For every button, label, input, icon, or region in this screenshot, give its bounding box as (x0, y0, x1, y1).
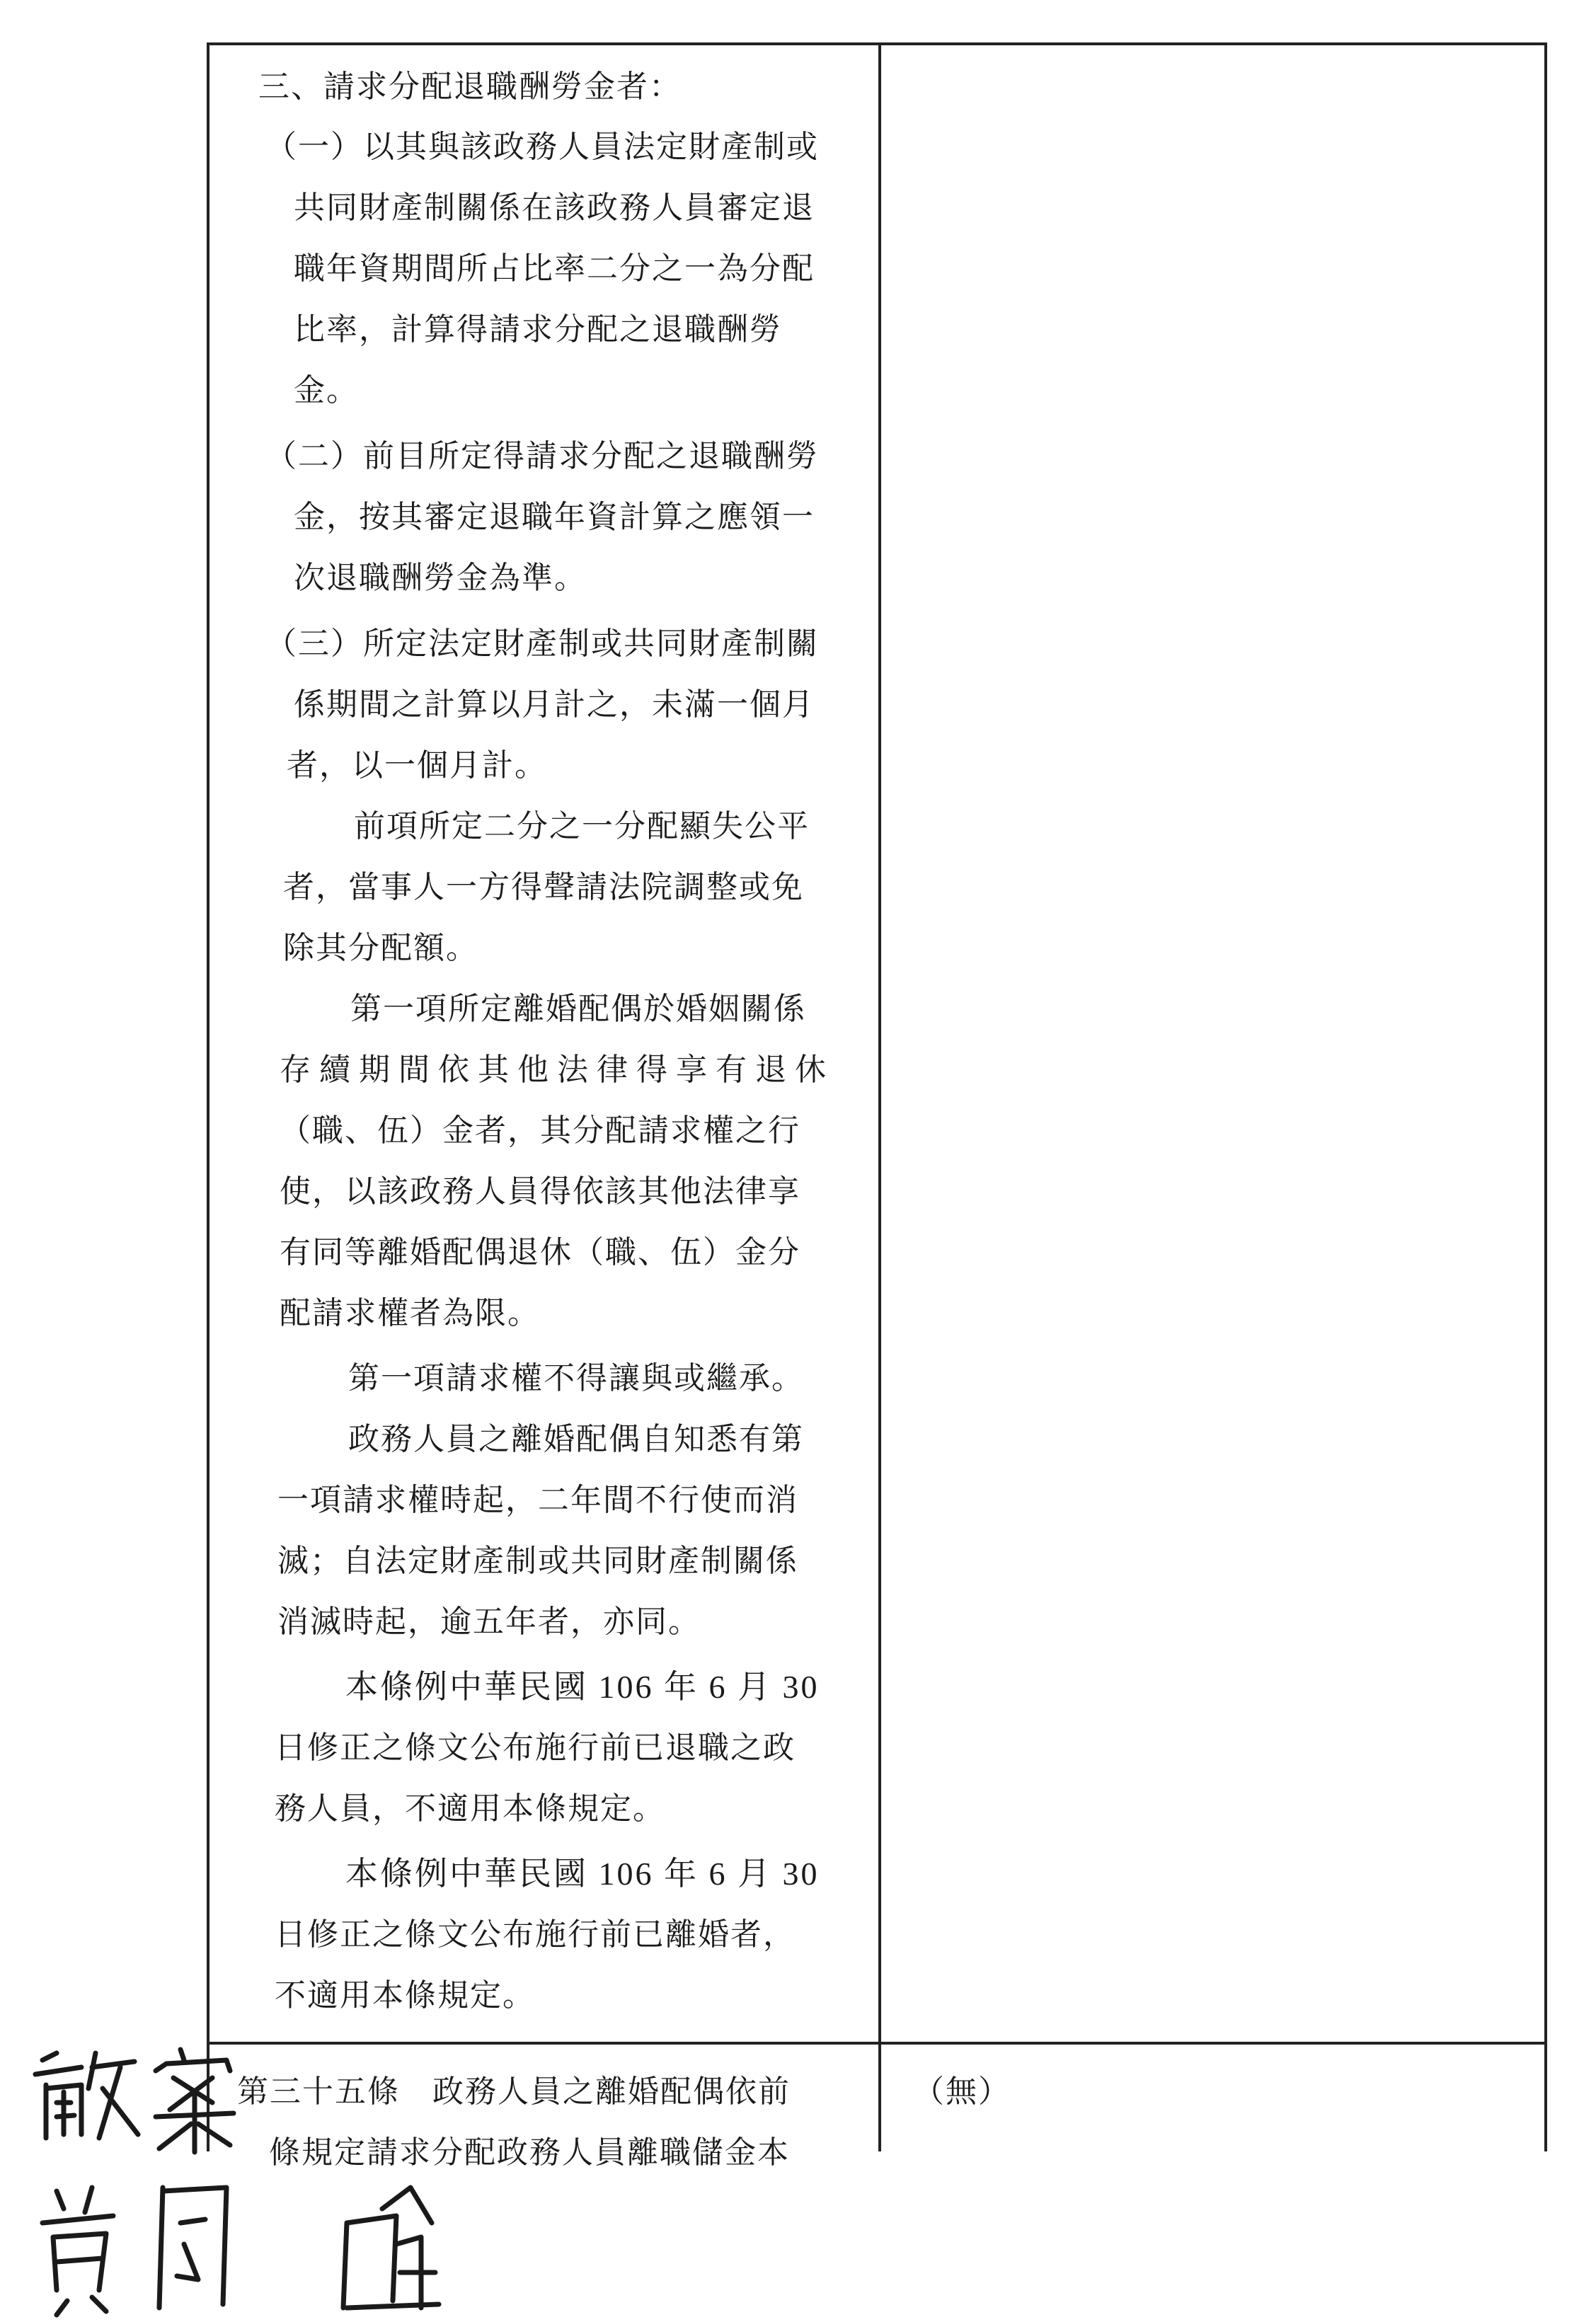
para2-line: 配請求權者為限。 (280, 1295, 540, 1331)
item3-line: 係期間之計算以月計之，未滿一個月 (294, 686, 815, 723)
table-top-border (207, 42, 1547, 45)
para2-line: 第一項所定離婚配偶於婚姻關係 (350, 991, 806, 1027)
item1-line: 比率，計算得請求分配之退職酬勞 (294, 311, 782, 347)
section-heading: 三、請求分配退職酬勞金者： (258, 69, 682, 105)
para1-line: 除其分配額。 (283, 930, 478, 966)
para6-line: 本條例中華民國 106 年 6 月 30 (345, 1856, 820, 1892)
table-middle-divider (878, 42, 881, 2151)
item1-line: 職年資期間所占比率二分之一為分配 (294, 251, 815, 287)
item1-line: （一）以其與該政務人員法定財產制或 (265, 129, 819, 165)
para6-line: 不適用本條規定。 (275, 1977, 535, 2013)
para5-line: 日修正之條文公布施行前已退職之政 (275, 1730, 796, 1766)
item2-line: 次退職酬勞金為準。 (294, 560, 587, 596)
para2-line: 使，以該政務人員得依該其他法律享 (280, 1173, 800, 1209)
para1-line: 者，當事人一方得聲請法院調整或免 (283, 869, 804, 905)
item2-line: （二）前目所定得請求分配之退職酬勞 (265, 438, 819, 474)
item2-line: 金，按其審定退職年資計算之應領一 (294, 499, 815, 535)
para4-line: 滅；自法定財產制或共同財產制關係 (277, 1543, 798, 1579)
para4-line: 消滅時起，逾五年者，亦同。 (277, 1604, 701, 1640)
article-35-line: 第三十五條 政務人員之離婚配偶依前 (237, 2074, 791, 2110)
article-35-line: 條規定請求分配政務人員離職儲金本 (269, 2134, 790, 2171)
table-right-border (1544, 42, 1547, 2151)
item3-line: 者，以一個月計。 (287, 747, 547, 783)
item1-line: 金。 (294, 372, 359, 408)
para5-line: 本條例中華民國 106 年 6 月 30 (345, 1669, 820, 1705)
para2-line: 存續期間依其他法律得享有退休 (280, 1052, 834, 1088)
item3-line: （三）所定法定財產制或共同財產制關 (265, 626, 819, 662)
para5-line: 務人員，不適用本條規定。 (275, 1791, 665, 1827)
handwritten-signature (14, 2011, 510, 2322)
para6-line: 日修正之條文公布施行前已離婚者， (275, 1916, 796, 1953)
para4-line: 政務人員之離婚配偶自知悉有第 (348, 1421, 804, 1457)
item1-line: 共同財產制關係在該政務人員審定退 (294, 190, 815, 226)
para1-line: 前項所定二分之一分配顯失公平 (354, 808, 810, 844)
para2-line: （職、伍）金者，其分配請求權之行 (280, 1113, 800, 1149)
para4-line: 一項請求權時起，二年間不行使而消 (277, 1482, 798, 1518)
table-left-border (207, 42, 209, 2151)
para2-line: 有同等離婚配偶退休（職、伍）金分 (280, 1234, 800, 1270)
right-column-none: （無） (913, 2074, 1011, 2110)
para3-line: 第一項請求權不得讓與或繼承。 (348, 1360, 804, 1396)
